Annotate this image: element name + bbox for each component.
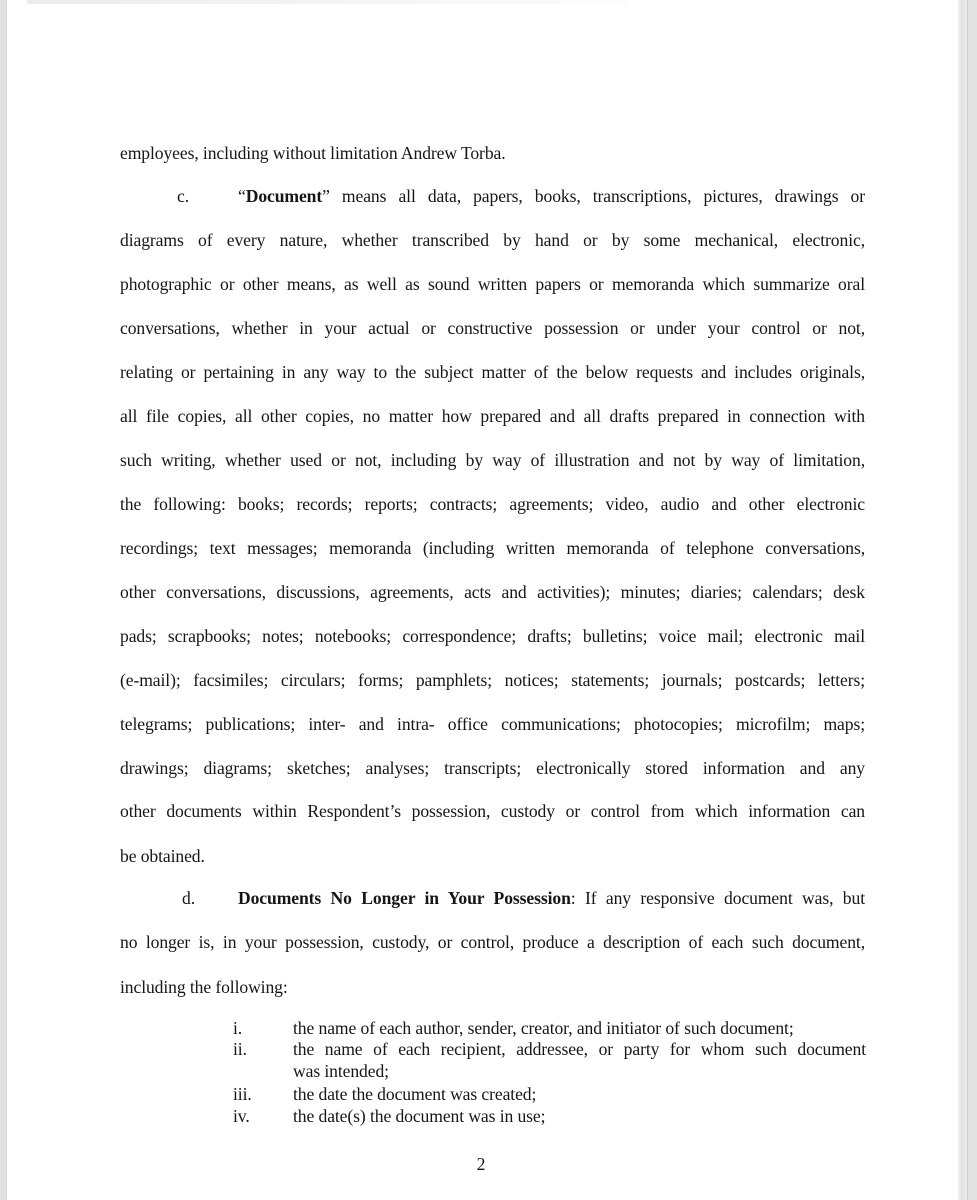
list-item-number: ii. xyxy=(233,1039,247,1059)
list-item-number: iii. xyxy=(233,1084,252,1104)
section-c-line: recordings; text messages; memoranda (including written memoranda of telephone conversations, xyxy=(120,538,865,558)
list-item-text: the date(s) the document was in use; xyxy=(293,1106,546,1126)
intro-line: employees, including without limitation Andrew Torba. xyxy=(120,143,506,163)
section-c-line: such writing, whether used or not, including by way of illustration and not by way of limitation, xyxy=(120,450,865,470)
section-c-line: (e-mail); facsimiles; circulars; forms; pamphlets; notices; statements; journals; postcards; letters; xyxy=(120,670,865,690)
section-c-last-line: be obtained. xyxy=(120,846,205,866)
defined-term-document: Document xyxy=(245,186,323,206)
section-d-label: d. xyxy=(182,888,195,908)
section-d-last-line: including the following: xyxy=(120,977,288,997)
list-item-text: the name of each author, sender, creator, and initiator of such document; xyxy=(293,1018,794,1038)
section-c-line: diagrams of every nature, whether transcribed by hand or by some mechanical, electronic, xyxy=(120,230,865,250)
section-c-definition-start: “Document” means all data, papers, books, transcriptions, pictures, drawings or xyxy=(238,186,865,206)
section-c-line: conversations, whether in your actual or constructive possession or under your control or not, xyxy=(120,318,865,338)
scan-artifact xyxy=(27,0,627,4)
section-c-line: drawings; diagrams; sketches; analyses; transcripts; electronically stored information and any xyxy=(120,758,865,778)
section-c-line: pads; scrapbooks; notes; notebooks; correspondence; drafts; bulletins; voice mail; electronic mail xyxy=(120,626,865,646)
section-c-line: all file copies, all other copies, no matter how prepared and all drafts prepared in connection with xyxy=(120,406,865,426)
document-page xyxy=(6,0,968,1200)
list-item-text-continuation: was intended; xyxy=(293,1061,389,1081)
section-d-line: no longer is, in your possession, custody, or control, produce a description of each such document, xyxy=(120,932,865,952)
section-c-label: c. xyxy=(177,186,190,206)
section-c-line: the following: books; records; reports; contracts; agreements; video, audio and other electronic xyxy=(120,494,865,514)
page-edge-shadow xyxy=(958,0,967,1200)
list-item-text: the name of each recipient, addressee, or party for whom such document xyxy=(293,1039,866,1059)
page-number: 2 xyxy=(476,1154,486,1174)
section-d-heading-start: Documents No Longer in Your Possession: If any responsive document was, but xyxy=(238,888,865,908)
section-c-line: photographic or other means, as well as sound written papers or memoranda which summarize oral xyxy=(120,274,865,294)
section-d-heading: Documents No Longer in Your Possession xyxy=(238,888,571,908)
list-item-number: i. xyxy=(233,1018,243,1038)
section-c-line: other conversations, discussions, agreements, acts and activities); minutes; diaries; calendars; desk xyxy=(120,582,865,602)
section-c-line: relating or pertaining in any way to the subject matter of the below requests and includes originals, xyxy=(120,362,865,382)
section-c-line: telegrams; publications; inter- and intra- office communications; photocopies; microfilm; maps; xyxy=(120,714,865,734)
section-c-line: other documents within Respondent’s possession, custody or control from which information can xyxy=(120,801,865,821)
list-item-number: iv. xyxy=(233,1106,250,1126)
list-item-text: the date the document was created; xyxy=(293,1084,537,1104)
